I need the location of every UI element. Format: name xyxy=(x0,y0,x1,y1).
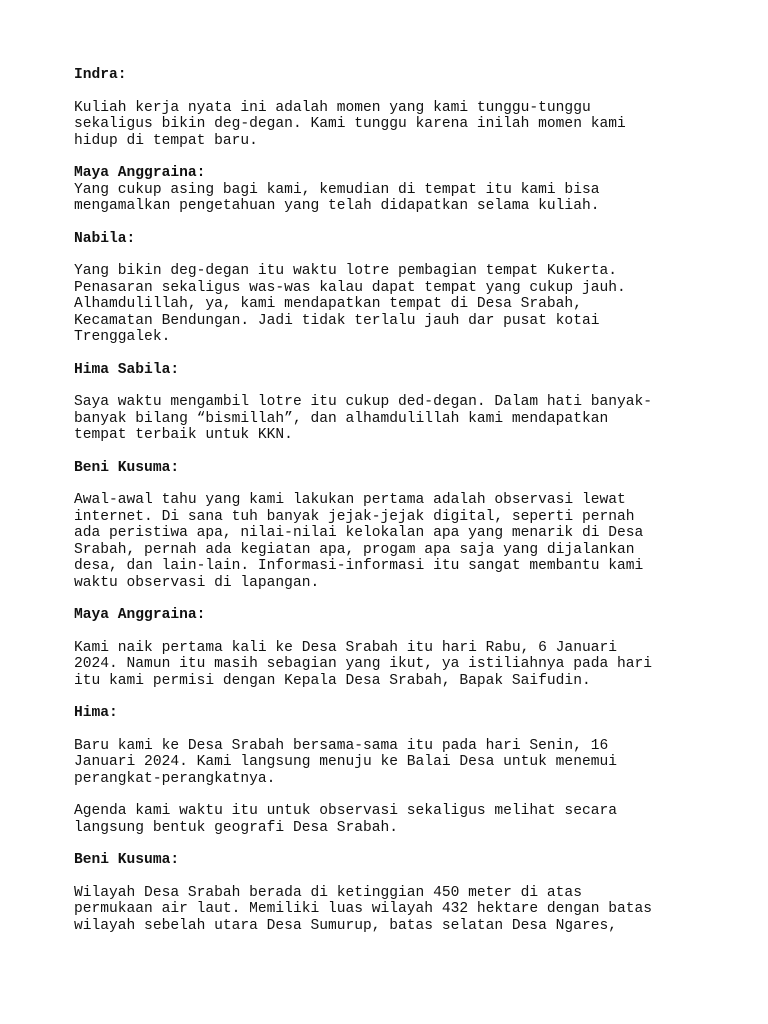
paragraph: Awal-awal tahu yang kami lakukan pertama adalah observasi lewat internet. Di sana tuh banyak jejak-jejak digital, seperti pernah ada peristiwa apa, nilai-nilai kelokalan apa yang menarik di Desa Srabah, pernah ada kegiatan apa, progam apa saja yang dijalankan desa, dan lain-lain. Informasi-informasi itu sangat membantu kami waktu observasi di lapangan. xyxy=(74,492,644,591)
speaker-label: Hima: xyxy=(74,705,118,721)
paragraph: Agenda kami waktu itu untuk observasi sekaligus melihat secara langsung bentuk geografi Desa Srabah. xyxy=(74,803,617,836)
paragraph: Kuliah kerja nyata ini adalah momen yang kami tunggu-tunggu sekaligus bikin deg-degan. Kami tunggu karena inilah momen kami hidup di tempat baru. xyxy=(74,99,626,149)
speaker-label: Beni Kusuma: xyxy=(74,459,180,476)
speaker-label: Nabila: xyxy=(74,230,136,247)
paragraph: Wilayah Desa Srabah berada di ketinggian 450 meter di atas permukaan air laut. Memiliki luas wilayah 432 hektare dengan batas wilayah sebelah utara Desa Sumurup, batas selatan Desa Ngares, xyxy=(74,884,653,934)
paragraph: Yang bikin deg-degan itu waktu lotre pembagian tempat Kukerta. Penasaran sekaligus was-was kalau dapat tempat yang cukup jauh. Alhamdulillah, ya, kami mendapatkan tempat di Desa Srabah, Kecamatan Bendungan. Jadi tidak terlalu jauh dar pusat kotai Trenggalek. xyxy=(74,263,626,345)
paragraph: Yang cukup asing bagi kami, kemudian di tempat itu kami bisa mengamalkan pengetahuan yang telah didapatkan selama kuliah. xyxy=(74,181,600,214)
speaker-label: Maya Anggraina: xyxy=(74,165,206,181)
speaker-label: Beni Kusuma: xyxy=(74,852,180,868)
speaker-label: Indra: xyxy=(74,67,127,83)
paragraph: Baru kami ke Desa Srabah bersama-sama itu pada hari Senin, 16 Januari 2024. Kami langsung menuju ke Balai Desa untuk menemui perangkat-perangkatnya. xyxy=(74,737,617,787)
paragraph: Saya waktu mengambil lotre itu cukup ded-degan. Dalam hati banyak- banyak bilang “bismillah”, dan alhamdulillah kami mendapatkan tempat terbaik untuk KKN. xyxy=(74,394,653,443)
speaker-label: Maya Anggraina: xyxy=(74,607,206,623)
speaker-label: Hima Sabila: xyxy=(74,361,180,378)
paragraph: Kami naik pertama kali ke Desa Srabah itu hari Rabu, 6 Januari 2024. Namun itu masih sebagian yang ikut, ya istiliahnya pada hari itu kami permisi dengan Kepala Desa Srabah, Bapak Saifudin. xyxy=(74,639,653,689)
